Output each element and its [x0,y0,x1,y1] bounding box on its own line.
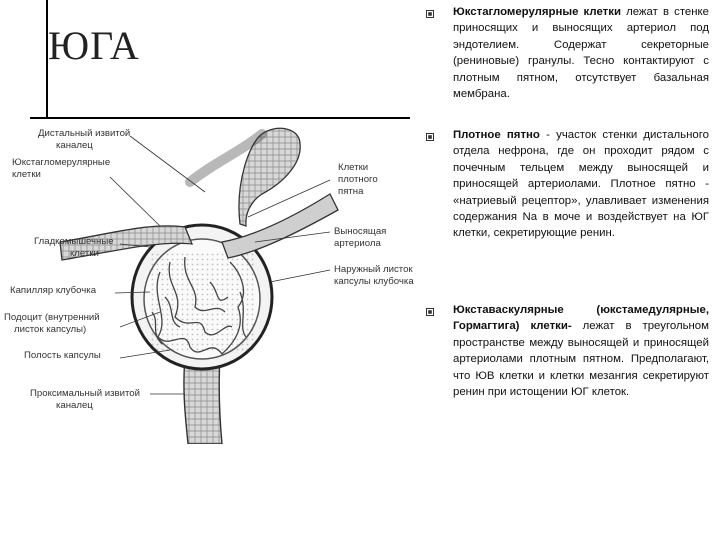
label-proximal-tubule-2: каналец [56,400,93,411]
title-horizontal-rule [30,117,410,119]
label-smooth-muscle-2: клетки [70,248,99,259]
square-bullet-icon [426,10,434,18]
definition-jg-cells: лежат в стенке приносящих и выносящих артериол под эндотелием. Содержат секреторные (рениновые) гранулы. Тесно контактируют с плотным пятном, отсутствует базальная мембрана. [453,6,709,101]
paragraph-text [453,127,709,242]
label-efferent-arteriole-2: артериола [334,238,381,249]
paragraph-text [453,302,709,400]
label-efferent-arteriole-1: Выносящая [334,226,387,237]
label-outer-capsule-1: Наружный листок [334,264,413,275]
glomerulus-diagram [0,122,425,444]
slide-title: ЮГА [48,23,140,68]
label-macula-densa-1: Клетки [338,162,369,173]
label-macula-densa-2: плотного [338,174,378,185]
label-glomerular-capillary: Капилляр клубочка [10,285,97,296]
definition-juxtavascular-cells: лежат в треугольном пространстве между выносящей и приносящей артериолами плотным пятном. Предполагают, что ЮВ клетки и клетки мезангия секретируют ренин при истощении ЮГ клеток. [453,320,709,399]
label-capsule-cavity: Полость капсулы [24,350,101,361]
label-jg-cells-1: Юкстагломерулярные [12,157,111,168]
label-proximal-tubule-1: Проксимальный извитой [30,388,140,399]
square-bullet-icon [426,308,434,316]
term-macula-densa: Плотное пятно [453,129,540,141]
paragraph-text [453,4,709,102]
label-macula-densa-3: пятна [338,186,364,197]
label-jg-cells-2: клетки [12,169,41,180]
label-distal-tubule-1: Дистальный извитой [38,128,131,139]
term-jg-cells: Юкстагломерулярные клетки [453,6,621,18]
square-bullet-icon [426,133,434,141]
label-smooth-muscle-1: Гладкомышечные [34,236,114,247]
label-podocyte-1: Подоцит (внутренний [4,312,100,323]
label-distal-tubule-2: каналец [56,140,93,151]
label-podocyte-2: листок капсулы) [14,324,87,335]
term-juxtavascular-cells: Юкставаскулярные (юкстамедулярные, Гормагтига) клетки- [453,304,709,333]
definition-macula-densa: - участок стенки дистального отдела нефрона, где он проходит рядом с почечным тельцем между выносящей и приносящей артериолами. Плотное пятно - «натриевый рецептор», улавливает изменения содержания Na в моче и воздействует на ЮГ клетки, секретирующие ренин. [453,129,709,240]
label-outer-capsule-2: капсулы клубочка [334,276,414,287]
